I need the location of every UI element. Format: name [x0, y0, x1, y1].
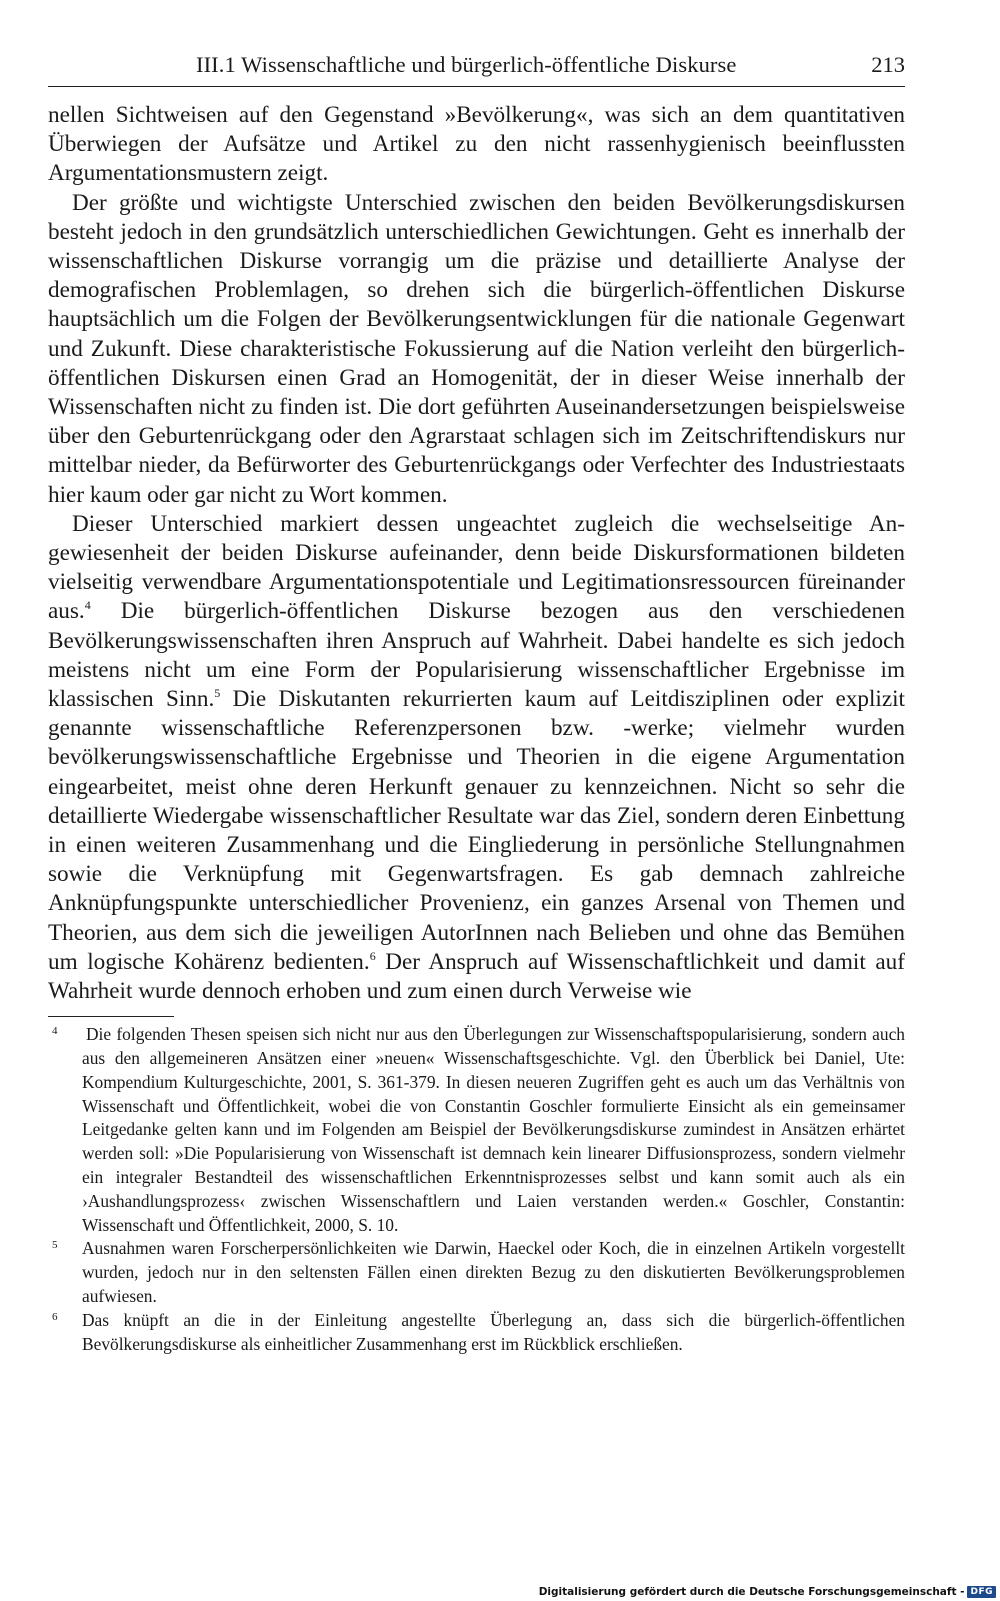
- book-page: [48, 46, 905, 1356]
- paragraph-3: [48, 510, 905, 1006]
- running-head: [48, 46, 905, 87]
- footnote-ref-5[interactable]: 5: [214, 686, 221, 701]
- footnote-number: 5: [52, 1239, 58, 1252]
- digitization-credit: [539, 1586, 996, 1598]
- credit-text: Digitalisierung gefördert durch die Deutsche Forschungsgemeinschaft -: [538, 1586, 965, 1598]
- footnote-separator: [48, 1016, 174, 1017]
- running-title: III.1 Wissenschaftliche und bürgerlich-öffentliche Diskurse: [196, 52, 737, 77]
- paragraph-1: nellen Sichtweisen auf den Gegenstand »Bevölkerung«, was sich an dem quantitativen Überwiegen der Aufsätze und Artikel zu den nicht rassenhygienisch beeinflussten Argumentationsmustern zeigt.: [48, 102, 905, 187]
- footnote-6: [48, 1309, 905, 1357]
- paragraph-3-part-b: Die bürgerlich-öffentlichen Diskurse bezogen aus den verschiedenen Bevölkerungswissenschaften ihren Anspruch auf Wahrheit. Dabei handelte es sich jedoch meistens nicht um eine Form der Popularisierung wissenschaftlicher Ergebnisse im klassischen Sinn.: [48, 598, 905, 713]
- footnote-text: Die folgenden Thesen speisen sich nicht nur aus den Überlegungen zur Wissenschaftspopularisierung, sondern auch aus den allgemeineren Ansätzen einer »neuen« Wissenschaftsgeschichte. Vgl. den Überblick bei Daniel, Ute: Kompendium Kulturgeschichte, 2001, S. 361-379. In diesen neueren Zugriffen geht es auch um das Verhältnis von Wissenschaft und Öffentlichkeit, wobei die von Constantin Goschler formulierte Einsicht als ein gemeinsamer Leitgedanke gelten kann und im Folgenden am Beispiel der Bevölkerungsdiskurse zumindest in Ansätzen erhärtet werden soll: »Die Popularisierung von Wissenschaft ist demnach kein linearer Diffusionsprozess, sondern vielmehr ein integraler Bestandteil des wissenschaftlichen Erkenntnisprozesses selbst und kann somit auch als ein ›Aushandlungsprozess‹ zwischen Wissenschaftlern und Laien verstanden werden.« Goschler, Constantin: Wissenschaft und Öffentlichkeit, 2000, S. 10.: [82, 1024, 905, 1235]
- main-text: [48, 101, 905, 1006]
- footnotes: [48, 1023, 905, 1356]
- paragraph-3-part-a: Dieser Unterschied markiert dessen ungeachtet zugleich die wechselseitige Angewiesenheit der beiden Diskurse aufeinander, denn beide Diskursformationen bildeten vielseitig verwendbare Argumentationspotentiale und Legitimationsressourcen füreinander aus.: [48, 510, 905, 625]
- footnote-text: Ausnahmen waren Forscherpersönlichkeiten wie Darwin, Haeckel oder Koch, die in einzelnen Artikeln vorgestellt wurden, jedoch nur in den seltensten Fällen einen direkten Bezug zu den diskutierten Bevölkerungsproblemen aufwiesen.: [82, 1238, 905, 1307]
- footnote-number: 6: [52, 1310, 58, 1323]
- footnote-ref-4[interactable]: 4: [84, 598, 91, 613]
- footnote-4: [48, 1023, 905, 1237]
- footnote-text: Das knüpft an die in der Einleitung angestellte Überlegung an, dass sich die bürgerlich-öffentlichen Bevölkerungsdiskurse als einheitlicher Zusammenhang erst im Rückblick erschließen.: [82, 1309, 905, 1354]
- footnote-ref-6[interactable]: 6: [369, 948, 376, 963]
- dfg-logo: DFG: [967, 1586, 996, 1598]
- paragraph-3-part-c: Die Diskutanten rekurrierten kaum auf Leitdisziplinen oder explizit genannte wissenschaftliche Referenzpersonen bzw. -werke; vielmehr wurden bevölkerungswissenschaftliche Ergebnisse und Theorien in die eigene Argumentation eingearbeitet, meist ohne deren Herkunft genauer zu kennzeichnen. Nicht so sehr die detaillierte Wiedergabe wissenschaftlicher Resultate war das Ziel, sondern deren Einbettung in einen weiteren Zusammenhang und die Eingliederung in persönliche Stellungnahmen sowie die Verknüpfung mit Gegenwartsfragen. Es gab demnach zahlreiche Anknüpfungspunkte unterschiedlicher Provenienz, ein ganzes Arsenal von Themen und Theorien, aus dem sich die jeweiligen AutorInnen nach Belieben und ohne das Bemühen um logische Kohärenz bedienten.: [48, 686, 906, 975]
- footnote-number: 4: [52, 1025, 58, 1038]
- paragraph-3-part-d: Der Anspruch auf Wissenschaftlichkeit und damit auf Wahrheit wurde dennoch erhoben und zum einen durch Verweise wie: [48, 948, 905, 1005]
- paragraph-2: Der größte und wichtigste Unterschied zwischen den beiden Bevölkerungsdiskursen besteht jedoch in den grundsätzlich unterschiedlichen Gewichtungen. Geht es innerhalb der wissenschaftlichen Diskurse vorrangig um die präzise und detaillierte Analyse der demografischen Problemlagen, so drehen sich die bürgerlich-öffentlichen Diskurse hauptsächlich um die Folgen der Bevölkerungsentwicklungen für die nationale Gegenwart und Zukunft. Diese charakteristische Fokussierung auf die Nation verleiht den bürgerlich-öffentlichen Diskursen einen Grad an Homogenität, der in dieser Weise innerhalb der Wissenschaften nicht zu finden ist. Die dort geführten Auseinandersetzungen beispielsweise über den Geburtenrückgang oder den Agrarstaat schlagen sich im Zeitschriftendiskurs nur mittelbar nieder, da Befürworter des Geburtenrückgangs oder Verfechter des Industriestaats hier kaum oder gar nicht zu Wort kommen.: [48, 189, 905, 508]
- footnote-5: [48, 1237, 905, 1308]
- page-number: 213: [871, 52, 905, 77]
